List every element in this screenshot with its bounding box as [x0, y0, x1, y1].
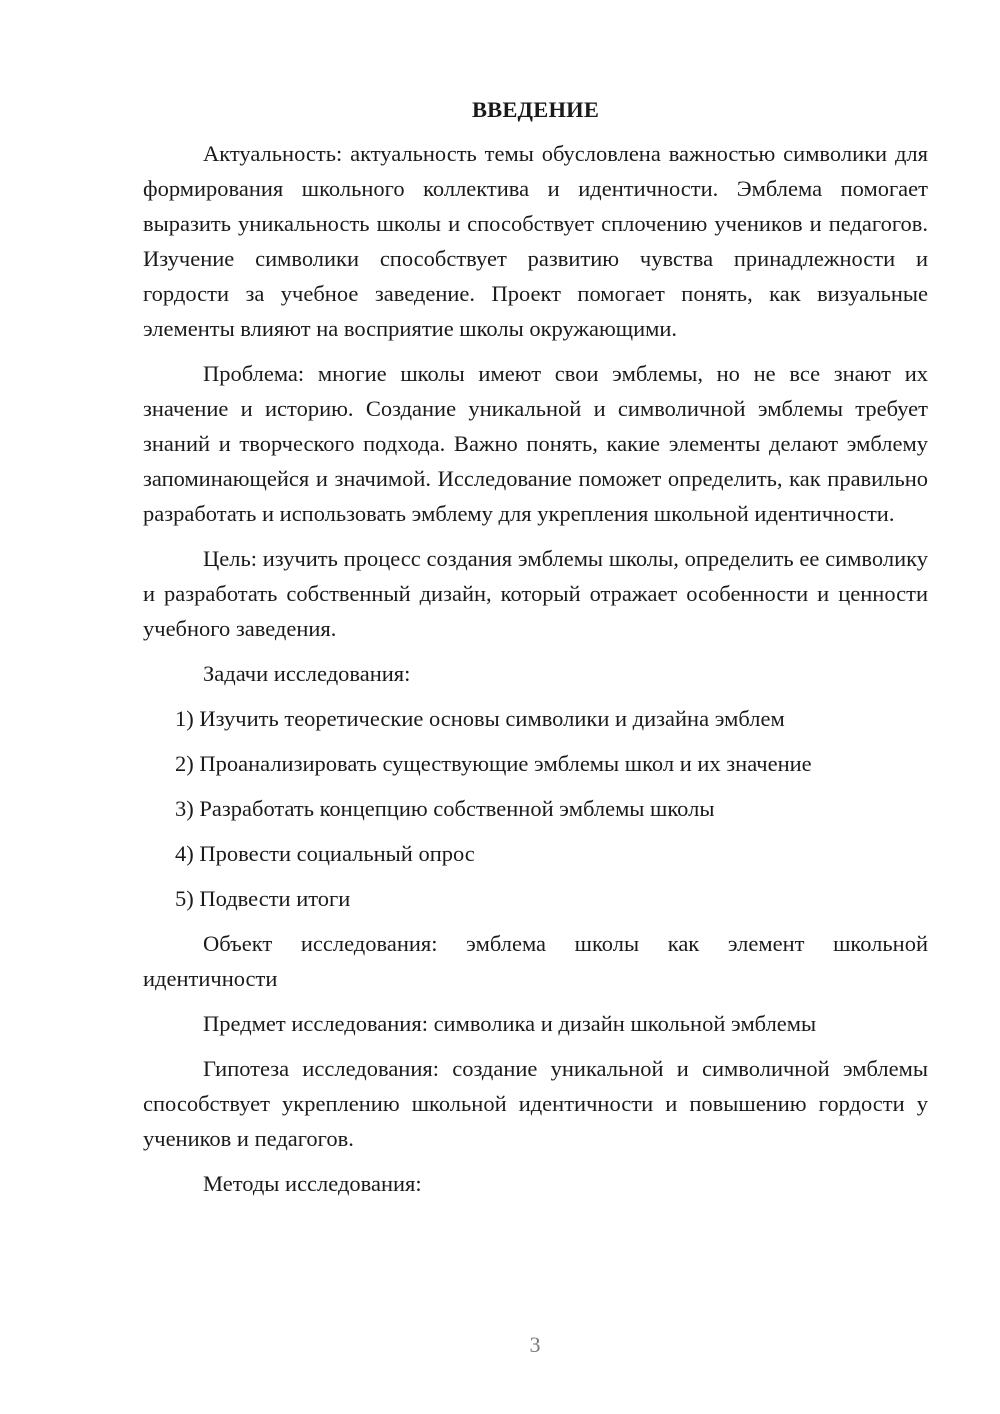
subject-paragraph: Предмет исследования: символика и дизайн школьной эмблемы	[203, 1011, 817, 1036]
task-item: 5) Подвести итоги	[175, 886, 351, 911]
goal-paragraph: Цель: изучить процесс создания эмблемы школы, определить ее символику и разработать собственный дизайн, который отражает особенности и ценности учебного заведения.	[143, 546, 928, 641]
section-title: ВВЕДЕНИЕ	[471, 97, 600, 122]
tasks-list	[143, 701, 928, 916]
tasks-heading: Задачи исследования:	[203, 661, 411, 686]
task-item: 1) Изучить теоретические основы символики и дизайна эмблем	[175, 706, 785, 731]
problem-paragraph: Проблема: многие школы имеют свои эмблемы, но не все знают их значение и историю. Создание уникальной и символичной эмблемы требует знаний и творческого подхода. Важно понять, какие элементы делают эмблему запоминающейся и значимой. Исследование поможет определить, как правильно разработать и использовать эмблему для укрепления школьной идентичности.	[143, 361, 928, 526]
task-item: 2) Проанализировать существующие эмблемы школ и их значение	[175, 751, 812, 776]
object-paragraph: Объект исследования: эмблема школы как элемент школьной идентичности	[143, 931, 928, 991]
document-page	[143, 92, 928, 1211]
task-item: 4) Провести социальный опрос	[175, 841, 475, 866]
relevance-paragraph: Актуальность: актуальность темы обусловлена важностью символики для формирования школьного коллектива и идентичности. Эмблема помогает выразить уникальность школы и способствует сплочению учеников и педагогов. Изучение символики способствует развитию чувства принадлежности и гордости за учебное заведение. Проект помогает понять, как визуальные элементы влияют на восприятие школы окружающими.	[143, 141, 928, 341]
task-item: 3) Разработать концепцию собственной эмблемы школы	[175, 796, 715, 821]
page-number: 3	[529, 1332, 541, 1357]
methods-heading: Методы исследования:	[203, 1171, 422, 1196]
hypothesis-paragraph: Гипотеза исследования: создание уникальной и символичной эмблемы способствует укреплению школьной идентичности и повышению гордости у учеников и педагогов.	[143, 1056, 928, 1151]
